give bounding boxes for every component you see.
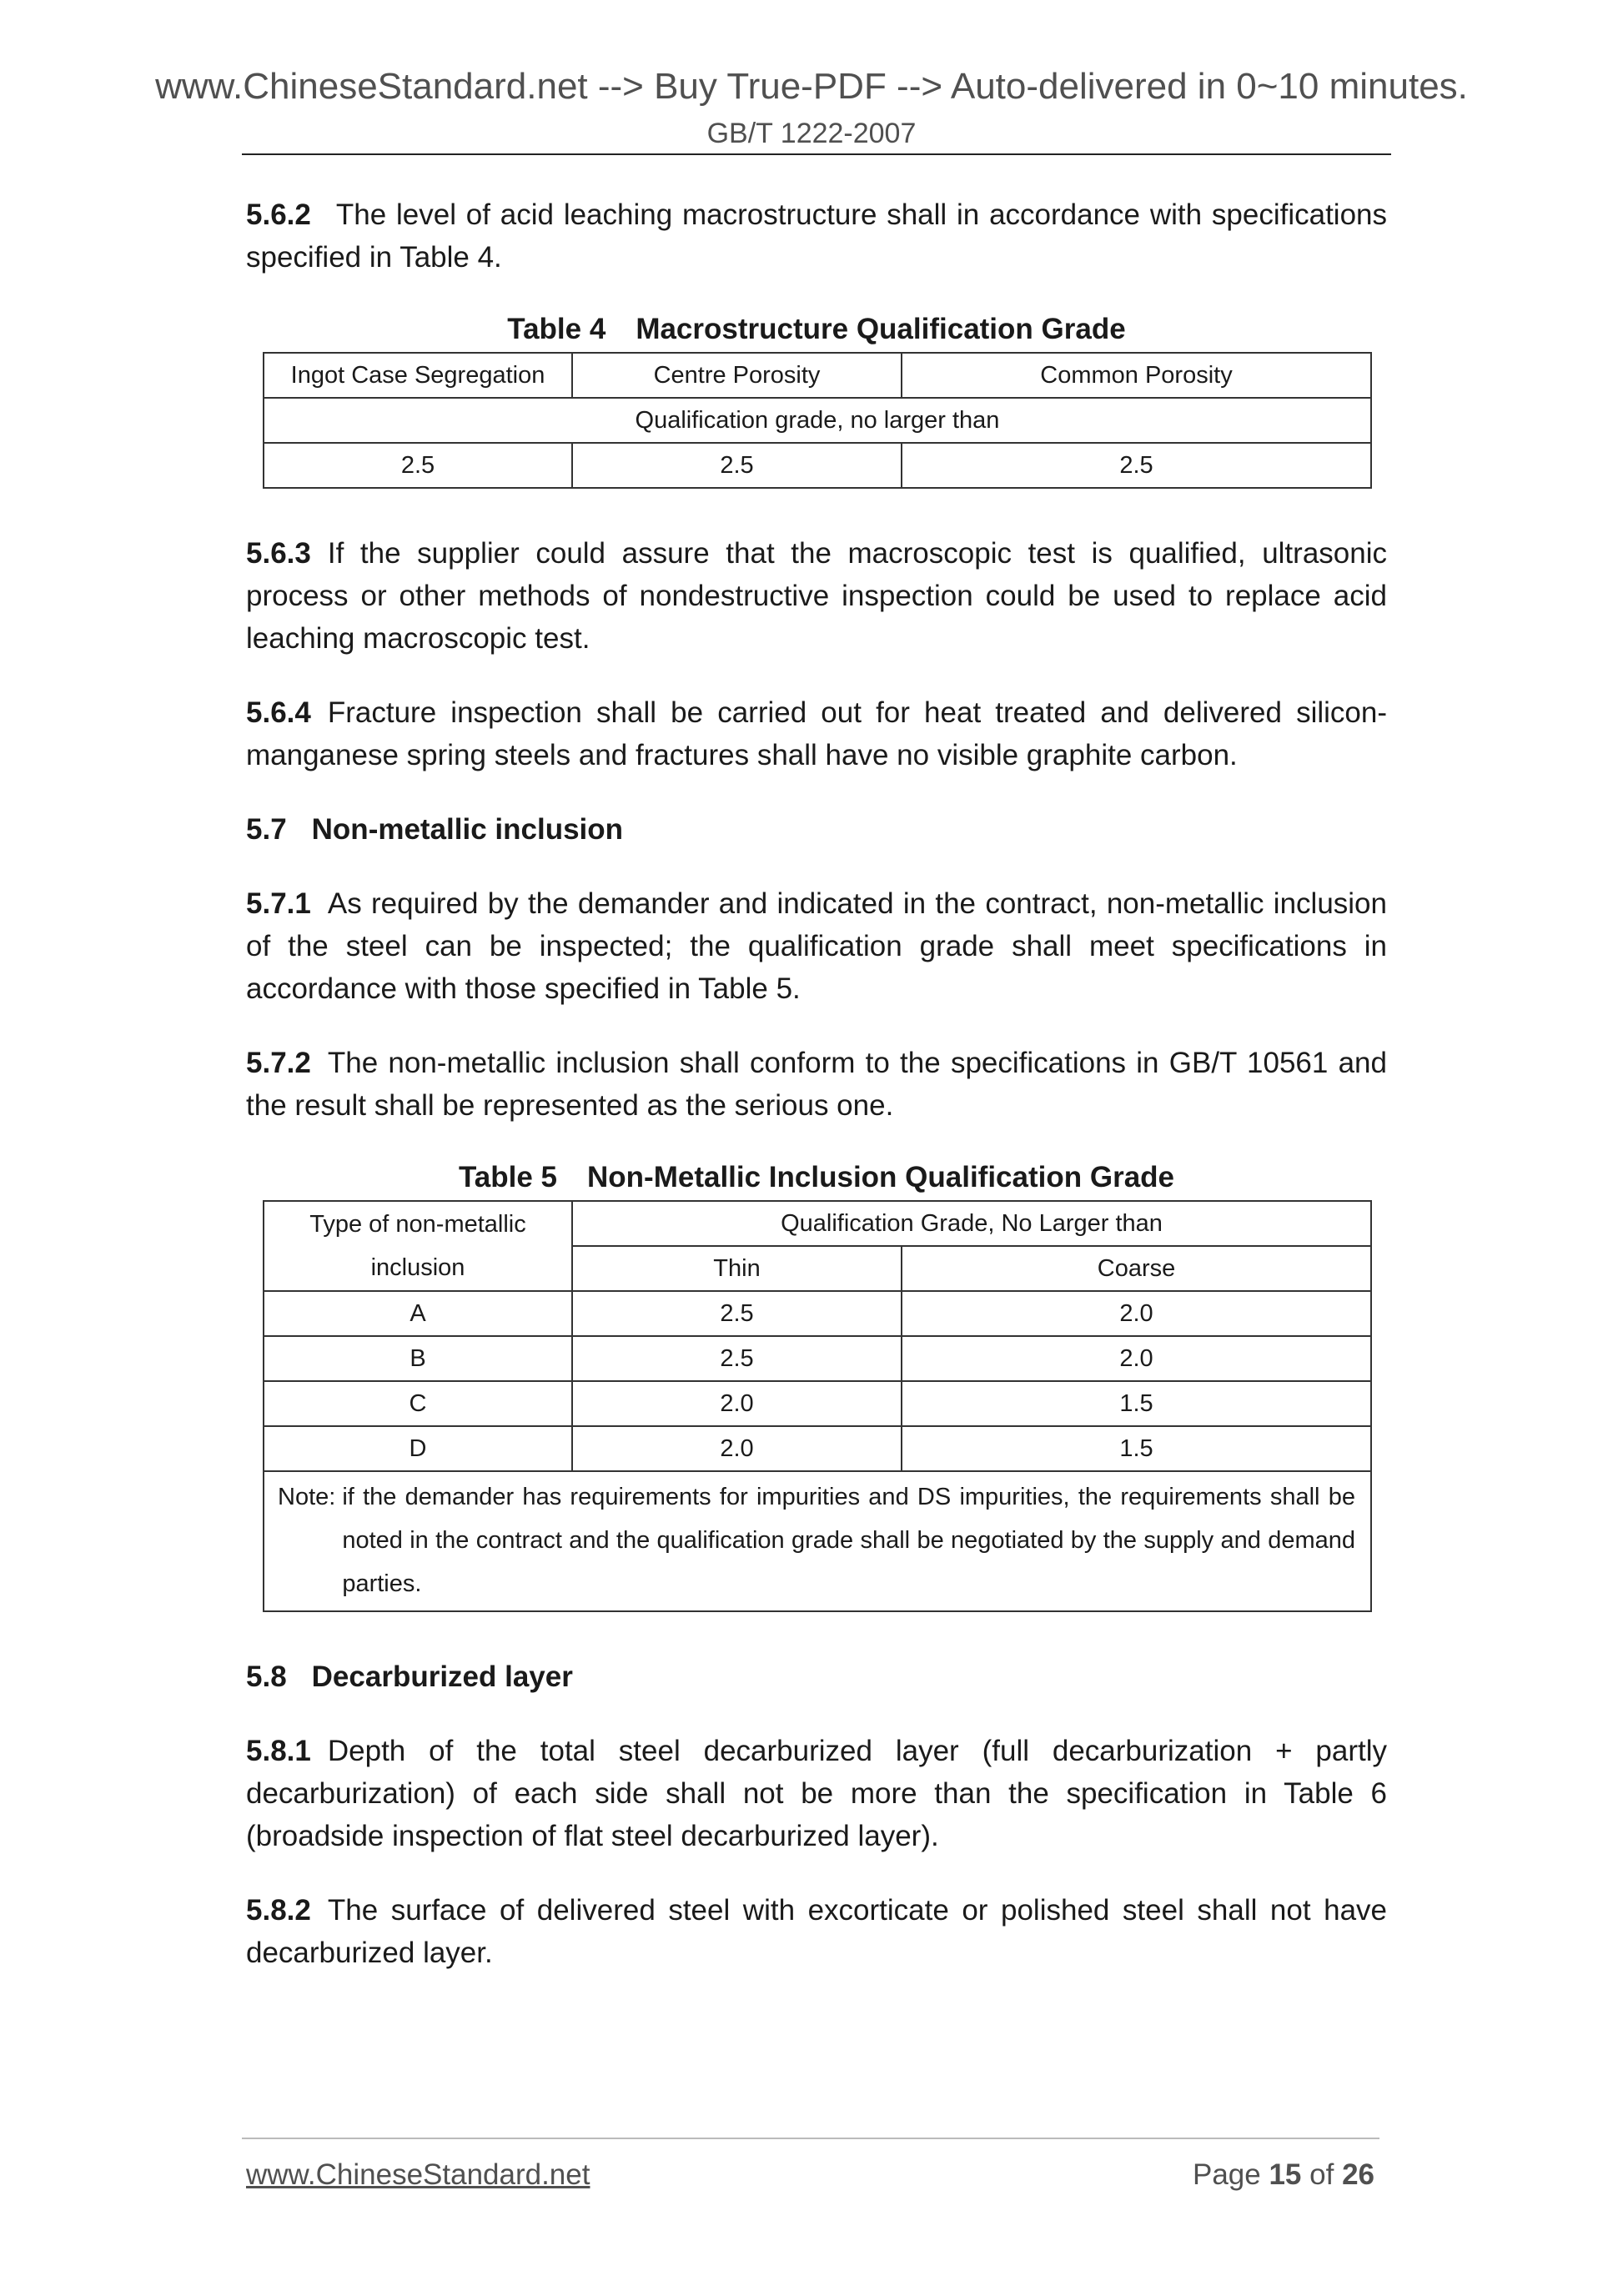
clause-5-7-2 (246, 1042, 1387, 1127)
section-number: 5.7 (246, 813, 287, 846)
page-total: 26 (1342, 2158, 1374, 2191)
page-current: 15 (1269, 2158, 1302, 2191)
clause-text: If the supplier could assure that the macroscopic test is qualified, ultrasonic process or other methods of nondestructive inspection could be used to replace acid leaching macroscopic test. (246, 537, 1387, 655)
page-word: Page (1192, 2158, 1261, 2191)
table4-subheader: Qualification grade, no larger than (264, 398, 1371, 443)
clause-number: 5.7.2 (246, 1047, 311, 1079)
page-of: of (1309, 2158, 1334, 2191)
table5-coarse-header: Coarse (902, 1246, 1371, 1291)
footer-site-link[interactable]: www.ChineseStandard.net (246, 2158, 590, 2191)
table-row (264, 443, 1371, 488)
table4-caption (246, 310, 1387, 349)
clause-number: 5.6.3 (246, 537, 311, 570)
table4 (263, 352, 1372, 489)
table5-note-text: if the demander has requirements for impurities and DS impurities, the requirements shall be noted in the contract and the qualification grade shall be negotiated by the supply and demand parties. (342, 1484, 1355, 1597)
clause-number: 5.8.1 (246, 1735, 311, 1767)
table5-cell: A (264, 1291, 572, 1336)
table4-header-cell: Ingot Case Segregation (264, 353, 572, 398)
clause-5-6-3 (246, 532, 1387, 660)
table5-caption (246, 1158, 1387, 1197)
table5-type-header-line: inclusion (370, 1254, 465, 1281)
table4-header-cell: Centre Porosity (572, 353, 902, 398)
clause-text: The level of acid leaching macrostructure shall in accordance with specifications specified in Table 4. (246, 198, 1387, 274)
table-row (264, 398, 1371, 443)
table5-cell: 2.0 (572, 1426, 902, 1471)
clause-number: 5.8.2 (246, 1894, 311, 1927)
table5-thin-header: Thin (572, 1246, 902, 1291)
clause-text: The surface of delivered steel with excorticate or polished steel shall not have decarburized layer. (246, 1894, 1387, 1969)
header-banner: www.ChineseStandard.net --> Buy True-PDF --> Auto-delivered in 0~10 minutes. (155, 66, 1468, 107)
table5-cell: 1.5 (902, 1381, 1371, 1426)
clause-text: Depth of the total steel decarburized layer (full decarburization + partly decarburization) of each side shall not be more than the specification in Table 6 (broadside inspection of flat steel decarburized layer). (246, 1735, 1387, 1852)
table4-label: Table 4 (507, 313, 606, 345)
table5 (263, 1200, 1372, 1612)
table4-cell: 2.5 (572, 443, 902, 488)
table5-cell: 2.0 (572, 1381, 902, 1426)
table-row (264, 1381, 1371, 1426)
section-5-7-heading (246, 808, 1387, 851)
table5-type-header-line: Type of non-metallic (309, 1211, 526, 1238)
table-row (264, 1201, 1371, 1246)
table5-note-label: Note: (278, 1484, 336, 1510)
section-title: Non-metallic inclusion (311, 813, 624, 846)
clause-5-6-4 (246, 691, 1387, 776)
clause-5-8-1 (246, 1730, 1387, 1857)
table4-header-cell: Common Porosity (902, 353, 1371, 398)
table5-cell: 2.5 (572, 1291, 902, 1336)
standard-code: GB/T 1222-2007 (706, 118, 917, 149)
footer-divider (242, 2138, 1379, 2139)
header-divider (242, 153, 1391, 155)
table5-note (264, 1471, 1371, 1611)
clause-text: The non-metallic inclusion shall conform to the specifications in GB/T 10561 and the result shall be represented as the serious one. (246, 1047, 1387, 1122)
clause-text: As required by the demander and indicated in the contract, non-metallic inclusion of the steel can be inspected; the qualification grade shall meet specifications in accordance with those specified in Table 5. (246, 887, 1387, 1005)
table5-cell: C (264, 1381, 572, 1426)
table5-type-header (264, 1201, 572, 1291)
clause-number: 5.7.1 (246, 887, 311, 920)
table-row (264, 1291, 1371, 1336)
table4-cell: 2.5 (902, 443, 1371, 488)
table4-title: Macrostructure Qualification Grade (636, 313, 1126, 345)
table5-cell: 2.0 (902, 1336, 1371, 1381)
table-row (264, 1336, 1371, 1381)
table4-cell: 2.5 (264, 443, 572, 488)
table5-cell: 2.0 (902, 1291, 1371, 1336)
clause-5-6-2 (246, 193, 1387, 279)
table5-grade-header: Qualification Grade, No Larger than (572, 1201, 1371, 1246)
table5-cell: 2.5 (572, 1336, 902, 1381)
table-row (264, 353, 1371, 398)
section-number: 5.8 (246, 1660, 287, 1693)
table5-title: Non-Metallic Inclusion Qualification Grade (587, 1161, 1174, 1193)
section-title: Decarburized layer (311, 1660, 573, 1693)
table5-cell: D (264, 1426, 572, 1471)
clause-text: Fracture inspection shall be carried out for heat treated and delivered silicon-manganese spring steels and fractures shall have no visible graphite carbon. (246, 696, 1387, 771)
clause-number: 5.6.4 (246, 696, 311, 729)
clause-5-7-1 (246, 882, 1387, 1010)
page-body (246, 193, 1387, 2006)
table-row (264, 1426, 1371, 1471)
clause-5-8-2 (246, 1889, 1387, 1974)
section-5-8-heading (246, 1655, 1387, 1698)
page-number (1193, 2158, 1374, 2192)
table5-cell: 1.5 (902, 1426, 1371, 1471)
clause-number: 5.6.2 (246, 198, 311, 231)
table-row (264, 1471, 1371, 1611)
table5-label: Table 5 (459, 1161, 558, 1193)
table5-cell: B (264, 1336, 572, 1381)
